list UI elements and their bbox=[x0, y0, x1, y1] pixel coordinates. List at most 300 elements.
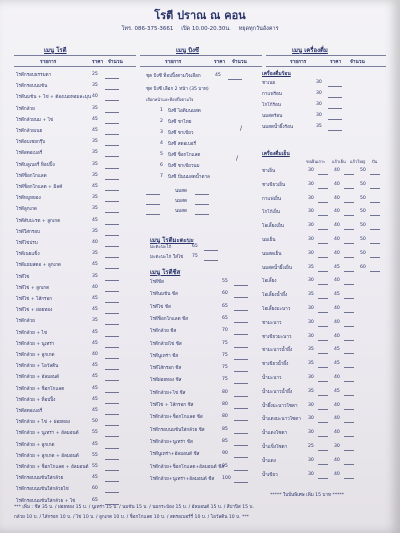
cheese-qty-blank[interactable] bbox=[234, 347, 248, 348]
cold-drink-qty-blank[interactable] bbox=[344, 298, 354, 299]
roti-qty-blank[interactable] bbox=[105, 425, 119, 426]
cold-drink-name: ชามะนาว bbox=[262, 320, 282, 326]
roti-qty-blank[interactable] bbox=[105, 89, 119, 90]
col2-header-item: รายการ bbox=[165, 60, 182, 65]
roti-qty-blank[interactable] bbox=[105, 78, 119, 79]
cheese-item-price: 75 bbox=[222, 377, 228, 383]
cheese-item-name: โรตีกล้วย+นูเทร่า ชีส bbox=[150, 439, 193, 445]
cheese-qty-blank[interactable] bbox=[234, 396, 248, 397]
roti-item-name: โรตีกล้วย + ช็อกโกแลต bbox=[16, 386, 65, 392]
roti-qty-blank[interactable] bbox=[105, 134, 119, 135]
hot-drink-qty-blank[interactable] bbox=[328, 119, 342, 120]
bingsu-intro-price: 45 bbox=[215, 73, 221, 78]
bingsu-qty-blank[interactable] bbox=[195, 214, 209, 215]
cold-drink-price: 30 bbox=[308, 250, 314, 256]
roti-item-name: โรตีกรอบนมข้นใส่กล้วยไข่ bbox=[16, 487, 69, 493]
roti-qty-blank[interactable] bbox=[105, 414, 119, 415]
cold-drink-qty-blank[interactable] bbox=[370, 271, 380, 272]
cold-drink-price: 40 bbox=[334, 471, 340, 477]
bingsu-misc-label: นมสด bbox=[175, 199, 187, 204]
cheese-qty-blank[interactable] bbox=[234, 371, 248, 372]
cold-drink-price: 30 bbox=[308, 457, 314, 463]
handwritten-mark: / bbox=[236, 155, 239, 162]
hot-drink-qty-blank[interactable] bbox=[328, 130, 342, 131]
roti-qty-blank[interactable] bbox=[105, 257, 119, 258]
cold-drink-price: 30 bbox=[308, 181, 314, 187]
cheese-qty-blank[interactable] bbox=[234, 482, 248, 483]
roti-item-price: 40 bbox=[92, 240, 98, 245]
roti-item-price: 45 bbox=[92, 307, 98, 313]
cheese-qty-blank[interactable] bbox=[234, 433, 248, 434]
cold-drink-qty-blank[interactable] bbox=[318, 436, 328, 437]
cold-drink-qty-blank[interactable] bbox=[344, 340, 354, 341]
hot-drink-name: นมสดน้ำผึ้งร้อน bbox=[262, 125, 293, 130]
roti-qty-blank[interactable] bbox=[105, 459, 119, 460]
cheese-section-title: เมนู โรตีชีส bbox=[150, 269, 181, 276]
roti-item-price: 35 bbox=[92, 105, 98, 111]
cheese-item-name: โรตีชีส bbox=[150, 280, 164, 285]
cheese-item-name: โรตีไข่ + ไส้กรอก ชีส bbox=[150, 403, 194, 408]
bingsu-flavor-name: บิงซึ ชาเขียวนม bbox=[168, 164, 200, 169]
cold-drink-price: 45 bbox=[334, 264, 340, 270]
cheese-item-price: 60 bbox=[222, 291, 228, 297]
hot-drink-qty-blank[interactable] bbox=[328, 86, 342, 87]
roti-qty-blank[interactable] bbox=[105, 179, 119, 180]
hot-drink-price: 35 bbox=[316, 124, 322, 129]
mataba-qty-blank[interactable] bbox=[204, 250, 218, 251]
cold-drink-qty-blank[interactable] bbox=[344, 450, 354, 451]
roti-item-name: โรตีช็อกโกแลต + มิลค์ bbox=[16, 185, 63, 190]
roti-item-name: โรตีกล้วย bbox=[16, 319, 35, 325]
bingsu-flavor-number: 2 bbox=[160, 119, 163, 124]
roti-item-name: โรตีกล้วย + ลูกเกด bbox=[16, 353, 55, 358]
cold-drink-price: 30 bbox=[308, 333, 314, 339]
cold-drink-price: 30 bbox=[308, 402, 314, 408]
cold-drink-qty-blank[interactable] bbox=[318, 284, 328, 285]
cold-drink-price: 30 bbox=[308, 471, 314, 477]
cheese-qty-blank[interactable] bbox=[234, 285, 248, 286]
roti-qty-blank[interactable] bbox=[105, 268, 119, 269]
cold-drink-qty-blank[interactable] bbox=[318, 298, 328, 299]
cold-drink-price: 40 bbox=[334, 237, 340, 242]
cold-drink-price: 30 bbox=[308, 416, 314, 422]
roti-item-name: โรตีกรอบนมข้นใส่กล้วย bbox=[16, 476, 64, 482]
cold-drink-qty-blank[interactable] bbox=[344, 395, 354, 396]
roti-item-price: 35 bbox=[92, 206, 98, 212]
cold-drink-name: นมเย็น bbox=[262, 238, 276, 243]
roti-item-price: 45 bbox=[92, 475, 98, 481]
bingsu-qty-blank[interactable] bbox=[146, 194, 160, 195]
cheese-item-name: โรตีช็อกโกแลต ชีส bbox=[150, 316, 188, 322]
cold-drink-qty-blank[interactable] bbox=[318, 340, 328, 341]
cold-drink-qty-blank[interactable] bbox=[344, 367, 354, 368]
cold-drink-name: น้ำแดงมะนาวโซดา bbox=[262, 417, 301, 423]
cheese-qty-blank[interactable] bbox=[234, 322, 248, 323]
cheese-item-name: โรตีนูเทร่า+อัลมอนด์ ชีส bbox=[150, 452, 200, 458]
cold-drink-qty-blank[interactable] bbox=[344, 478, 354, 479]
cold-drink-qty-blank[interactable] bbox=[318, 312, 328, 313]
roti-item-price: 45 bbox=[92, 296, 98, 301]
cold-drink-price: 40 bbox=[334, 181, 340, 187]
cheese-item-price: 85 bbox=[222, 426, 228, 432]
cold-drink-qty-blank[interactable] bbox=[370, 215, 380, 216]
roti-qty-blank[interactable] bbox=[105, 168, 119, 169]
bingsu-flavor-name: บิงซึ ช็อกโกแลต bbox=[168, 153, 201, 158]
cold-drink-price: 30 bbox=[308, 306, 314, 311]
cheese-qty-blank[interactable] bbox=[234, 420, 248, 421]
cold-drink-qty-blank[interactable] bbox=[318, 464, 328, 465]
cold-header-4: ปั่น bbox=[372, 159, 378, 164]
bingsu-flavor-name: บิงซึ ชาไทย bbox=[168, 120, 192, 125]
cold-drink-qty-blank[interactable] bbox=[318, 422, 328, 423]
roti-qty-blank[interactable] bbox=[105, 246, 119, 247]
cheese-item-price: 75 bbox=[222, 340, 228, 346]
cold-drink-price: 40 bbox=[334, 333, 340, 339]
cheese-qty-blank[interactable] bbox=[234, 445, 248, 446]
mataba-item-name: มะตะบะไก่ ใส่ไข่ bbox=[150, 255, 184, 260]
cheese-item-name: โรตีฝอยทอง ชีส bbox=[150, 378, 182, 384]
roti-qty-blank[interactable] bbox=[105, 156, 119, 157]
roti-item-name: โรตีสับปะรด + ลูกเกด bbox=[16, 218, 61, 224]
cold-drink-qty-blank[interactable] bbox=[318, 257, 328, 258]
cold-drink-qty-blank[interactable] bbox=[344, 257, 354, 258]
roti-qty-blank[interactable] bbox=[105, 291, 119, 292]
cold-drink-price: 30 bbox=[334, 444, 340, 449]
cold-drink-qty-blank[interactable] bbox=[318, 409, 328, 410]
cheese-item-price: 80 bbox=[222, 389, 228, 395]
cheese-item-price: 65 bbox=[222, 315, 228, 321]
cold-drink-qty-blank[interactable] bbox=[318, 353, 328, 354]
bingsu-flavor-name: บิงซึ ไอติมนมสด bbox=[168, 109, 201, 114]
cheese-qty-blank[interactable] bbox=[234, 297, 248, 298]
roti-qty-blank[interactable] bbox=[105, 100, 119, 101]
roti-item-name: โรตีสตอเบอรี่ bbox=[16, 151, 43, 157]
roti-item-name: โรตีกล้วย + นูเทร่า bbox=[16, 341, 55, 347]
col1-header-item: รายการ bbox=[40, 60, 57, 65]
cold-drink-qty-blank[interactable] bbox=[318, 450, 328, 451]
roti-item-price: 35 bbox=[92, 161, 98, 167]
cold-drink-price: 30 bbox=[308, 195, 314, 201]
cheese-qty-blank[interactable] bbox=[234, 470, 248, 471]
cold-drink-qty-blank[interactable] bbox=[344, 353, 354, 354]
roti-item-price: 35 bbox=[92, 150, 98, 156]
cheese-item-name: โรตีกล้วย+นูเทร่า+อัลมอนด์ ชีส bbox=[150, 476, 215, 482]
roti-qty-blank[interactable] bbox=[105, 392, 119, 393]
cold-drink-price: 30 bbox=[308, 430, 314, 436]
cold-drink-qty-blank[interactable] bbox=[344, 202, 354, 203]
cheese-item-price: 85 bbox=[222, 438, 228, 444]
hot-drink-qty-blank[interactable] bbox=[328, 97, 342, 98]
roti-qty-blank[interactable] bbox=[105, 504, 119, 505]
mataba-item-price: 65 bbox=[192, 244, 198, 249]
roti-section-title: เมนู โรตี bbox=[44, 47, 67, 54]
bingsu-qty-blank[interactable] bbox=[146, 214, 160, 215]
roti-item-name: โรตีไข่ bbox=[16, 274, 30, 280]
bingsu-section-title: เมนู บิงซึ bbox=[176, 47, 200, 54]
roti-qty-blank[interactable] bbox=[105, 347, 119, 348]
cheese-item-name: โรตีกล้วยไข่ ชีส bbox=[150, 341, 182, 347]
hot-drink-name: นมสดร้อน bbox=[262, 114, 283, 119]
cold-drink-qty-blank[interactable] bbox=[370, 202, 380, 203]
col1-header-qty: จำนวน bbox=[108, 60, 123, 65]
mataba-item-price: 75 bbox=[192, 254, 198, 259]
cold-drink-qty-blank[interactable] bbox=[318, 243, 328, 244]
cold-drink-name: น้ำผึ้งมะนาวโซดา bbox=[262, 403, 298, 409]
roti-item-name: โรตีสตอเบอรี่ bbox=[16, 409, 43, 414]
bingsu-flavor-number: 5 bbox=[160, 152, 163, 157]
cold-drink-qty-blank[interactable] bbox=[370, 188, 380, 189]
roti-qty-blank[interactable] bbox=[105, 369, 119, 370]
cold-drink-qty-blank[interactable] bbox=[318, 229, 328, 230]
roti-item-price: 50 bbox=[92, 419, 98, 425]
cold-drink-price: 50 bbox=[360, 168, 366, 173]
hot-drink-name: กาแฟร้อน bbox=[262, 92, 282, 97]
bingsu-flavor-number: 1 bbox=[160, 108, 163, 113]
cheese-item-price: 95 bbox=[222, 463, 228, 469]
roti-item-price: 40 bbox=[92, 352, 98, 357]
cold-drink-qty-blank[interactable] bbox=[370, 229, 380, 230]
cold-drink-price: 30 bbox=[308, 168, 314, 173]
cold-drink-qty-blank[interactable] bbox=[344, 464, 354, 465]
cold-drink-price: 50 bbox=[360, 237, 366, 242]
cheese-item-name: โรตีไข่ ชีส bbox=[150, 304, 171, 310]
roti-item-name: โรตีกล้วย + ลูกเกด bbox=[16, 442, 55, 448]
cold-drink-price: 30 bbox=[308, 319, 314, 325]
roti-qty-blank[interactable] bbox=[105, 280, 119, 281]
cold-drink-name: น้ำเขียว bbox=[262, 472, 278, 478]
cold-drink-name: โอเลี้ยง bbox=[262, 279, 277, 285]
cold-drink-price: 40 bbox=[334, 223, 340, 229]
roti-qty-blank[interactable] bbox=[105, 145, 119, 146]
cold-drink-qty-blank[interactable] bbox=[318, 381, 328, 382]
hot-drink-price: 30 bbox=[316, 91, 322, 96]
hot-drink-price: 30 bbox=[316, 102, 322, 107]
bingsu-set-line: ชุด บิงซึ เลือก 2 หน้า (35 บาท) bbox=[146, 87, 209, 92]
roti-item-price: 35 bbox=[92, 83, 98, 89]
divider bbox=[14, 66, 136, 67]
cold-drink-qty-blank[interactable] bbox=[344, 381, 354, 382]
cold-drink-name: โอเลี้ยงเย็น bbox=[262, 224, 284, 230]
cold-drink-qty-blank[interactable] bbox=[318, 395, 328, 396]
cold-drink-qty-blank[interactable] bbox=[318, 326, 328, 327]
bingsu-flavor-name: บิงซึ ปั่นนมสดน้ำตาล bbox=[168, 175, 210, 180]
cold-drink-price: 40 bbox=[334, 278, 340, 284]
bingsu-qty-blank[interactable] bbox=[195, 204, 209, 205]
cheese-qty-blank[interactable] bbox=[234, 383, 248, 384]
cheese-item-price: 75 bbox=[222, 365, 228, 371]
cold-header-1: ชงเย็นเกาะ bbox=[306, 159, 326, 164]
roti-item-price: 25 bbox=[92, 72, 98, 77]
qty-blank[interactable] bbox=[228, 79, 242, 80]
roti-item-price: 45 bbox=[92, 396, 98, 402]
roti-item-name: โรตีไข่ + ลูกเกด bbox=[16, 285, 50, 291]
cold-drink-price: 50 bbox=[360, 223, 366, 229]
roti-item-price: 45 bbox=[92, 374, 98, 380]
cheese-qty-blank[interactable] bbox=[234, 408, 248, 409]
cold-drink-name: นมสดน้ำผึ้งเย็น bbox=[262, 265, 293, 271]
roti-item-price: 35 bbox=[92, 172, 98, 178]
cold-drink-qty-blank[interactable] bbox=[344, 409, 354, 410]
cold-drink-price: 40 bbox=[334, 195, 340, 201]
roti-qty-blank[interactable] bbox=[105, 481, 119, 482]
cold-drink-qty-blank[interactable] bbox=[344, 326, 354, 327]
roti-qty-blank[interactable] bbox=[105, 448, 119, 449]
cold-drink-qty-blank[interactable] bbox=[344, 284, 354, 285]
roti-item-name: โรตีกล้วย + ลูกเกด + อัลมอนด์ bbox=[16, 453, 79, 459]
cold-drink-price: 40 bbox=[334, 375, 340, 380]
roti-item-price: 65 bbox=[92, 497, 98, 503]
cold-drink-price: 40 bbox=[334, 168, 340, 173]
roti-item-name: โรตีช็อกโกแลต bbox=[16, 173, 47, 179]
cold-drink-qty-blank[interactable] bbox=[344, 215, 354, 216]
divider bbox=[14, 55, 136, 56]
roti-item-price: 45 bbox=[92, 116, 98, 122]
roti-item-price: 45 bbox=[92, 128, 98, 133]
cold-drink-qty-blank[interactable] bbox=[318, 367, 328, 368]
cold-drink-price: 45 bbox=[334, 347, 340, 353]
cold-drink-qty-blank[interactable] bbox=[344, 174, 354, 175]
roti-item-price: 55 bbox=[92, 452, 98, 458]
roti-qty-blank[interactable] bbox=[105, 235, 119, 236]
opening-hours: เปิด 10.00-20.30น. bbox=[181, 26, 231, 32]
cheese-item-name: โรตีนมข้น ชีส bbox=[150, 292, 178, 298]
roti-qty-blank[interactable] bbox=[105, 313, 119, 314]
cold-drink-price: 50 bbox=[360, 181, 366, 187]
cold-drink-qty-blank[interactable] bbox=[370, 243, 380, 244]
cold-drink-qty-blank[interactable] bbox=[344, 188, 354, 189]
addons-line-1: *** เพิ่ม : ชีส 35 บ. / ฝอยทอง 15 บ. / นูเทร่า 15 บ. / นมข้น 15 บ. / นมกระป๋อง 15 บ. / อัลมอนด์ 15 บ. / สีปาปิส 15 บ. bbox=[14, 505, 254, 510]
cold-drink-price: 30 bbox=[308, 375, 314, 380]
divider bbox=[140, 55, 262, 56]
cold-drink-name: น้ำแดง bbox=[262, 458, 276, 464]
cold-drink-qty-blank[interactable] bbox=[318, 271, 328, 272]
footer-addons bbox=[14, 503, 386, 523]
hot-drink-name: ชาเนย bbox=[262, 81, 276, 86]
roti-qty-blank[interactable] bbox=[105, 358, 119, 359]
cold-drink-name: น้ำมะนาวน้ำผึ้ง bbox=[262, 389, 293, 395]
cheese-qty-blank[interactable] bbox=[234, 334, 248, 335]
hot-drink-qty-blank[interactable] bbox=[328, 108, 342, 109]
col3-header-price: ราคา bbox=[330, 60, 342, 65]
drinks-section-title: เมนู เครื่องดื่ม bbox=[292, 47, 328, 54]
cold-drink-qty-blank[interactable] bbox=[344, 422, 354, 423]
roti-item-price: 45 bbox=[92, 184, 98, 189]
roti-item-name: โรตีไข่ + ไส้กรอก bbox=[16, 297, 53, 302]
cold-drink-price: 30 bbox=[308, 278, 314, 284]
roti-qty-blank[interactable] bbox=[105, 123, 119, 124]
cheese-item-name: โรตีกล้วย+ไข่ ชีส bbox=[150, 390, 186, 396]
roti-qty-blank[interactable] bbox=[105, 324, 119, 325]
cold-drink-price: 35 bbox=[308, 292, 314, 298]
bingsu-flavor-name: บิงซึ ชาเขียว bbox=[168, 131, 194, 136]
cheese-qty-blank[interactable] bbox=[234, 359, 248, 360]
cold-drink-name: โอเลี้ยงมะนาว bbox=[262, 307, 291, 312]
cold-drink-qty-blank[interactable] bbox=[318, 478, 328, 479]
roti-item-name: โรตีไข่ + ฝอยทอง bbox=[16, 308, 53, 314]
cold-drink-qty-blank[interactable] bbox=[370, 257, 380, 258]
roti-item-price: 35 bbox=[92, 195, 98, 201]
roti-item-name: โรตีกล้วย + นูเทร่า + อัลมอนด์ bbox=[16, 431, 79, 437]
phone-number: โทร. 086-375-3661 bbox=[121, 26, 174, 32]
cheese-qty-blank[interactable] bbox=[234, 310, 248, 311]
cold-drink-price: 40 bbox=[334, 209, 340, 215]
divider bbox=[266, 55, 386, 56]
cold-drink-price: 50 bbox=[360, 250, 366, 256]
cheese-item-name: โรตีกรอบนมข้นใส่กล้วย ชีส bbox=[150, 427, 205, 433]
roti-qty-blank[interactable] bbox=[105, 436, 119, 437]
cold-drink-price: 45 bbox=[334, 361, 340, 367]
cold-drink-name: ชาเขียวน้ำผึ้ง bbox=[262, 362, 289, 368]
cold-drink-price: 40 bbox=[334, 457, 340, 463]
cold-drink-qty-blank[interactable] bbox=[318, 174, 328, 175]
cold-drink-qty-blank[interactable] bbox=[318, 188, 328, 189]
mataba-section-title: เมนู โรตีมะตะบะ bbox=[150, 237, 194, 244]
cold-drink-qty-blank[interactable] bbox=[344, 436, 354, 437]
roti-item-name: โรตีกล้วยเนย bbox=[16, 129, 43, 134]
bingsu-qty-blank[interactable] bbox=[146, 204, 160, 205]
roti-qty-blank[interactable] bbox=[105, 403, 119, 404]
bingsu-flavor-number: 4 bbox=[160, 141, 163, 146]
roti-qty-blank[interactable] bbox=[105, 336, 119, 337]
roti-item-name: โรตีเนยแข็ง bbox=[16, 252, 40, 258]
shop-title: โรตี ปราณ ณ คอน bbox=[154, 9, 246, 22]
cold-drink-name: น้ำมะนาว bbox=[262, 376, 282, 381]
cheese-item-price: 90 bbox=[222, 451, 228, 457]
cold-drink-price: 45 bbox=[334, 388, 340, 394]
bingsu-qty-blank[interactable] bbox=[195, 194, 209, 195]
roti-qty-blank[interactable] bbox=[105, 212, 119, 213]
cold-drink-price: 50 bbox=[360, 209, 366, 215]
cold-drink-qty-blank[interactable] bbox=[318, 215, 328, 216]
divider bbox=[266, 66, 386, 67]
mataba-item-name: มะตะบะไก่ bbox=[150, 245, 172, 250]
cold-drink-name: ชาเขียวมะนาว bbox=[262, 334, 292, 340]
roti-item-price: 35 bbox=[92, 228, 98, 234]
roti-item-price: 35 bbox=[92, 318, 98, 324]
handwritten-mark: / bbox=[240, 125, 243, 132]
roti-qty-blank[interactable] bbox=[105, 201, 119, 202]
cold-drink-qty-blank[interactable] bbox=[318, 202, 328, 203]
roti-qty-blank[interactable] bbox=[105, 470, 119, 471]
cold-drink-qty-blank[interactable] bbox=[344, 271, 354, 272]
cold-header-2: แก้วเย็น bbox=[332, 159, 346, 164]
roti-qty-blank[interactable] bbox=[105, 492, 119, 493]
cheese-qty-blank[interactable] bbox=[234, 457, 248, 458]
roti-qty-blank[interactable] bbox=[105, 380, 119, 381]
roti-item-price: 55 bbox=[92, 430, 98, 436]
roti-item-name: โรตีกล้วย + โอวัลติน bbox=[16, 364, 59, 370]
blend-note: ***** ใบปั่นพิเศษ เพิ่ม 15 บาท ***** bbox=[270, 493, 345, 498]
roti-qty-blank[interactable] bbox=[105, 224, 119, 225]
roti-item-name: โรตีกล้วยนม + ไข่ bbox=[16, 117, 54, 123]
roti-qty-blank[interactable] bbox=[105, 190, 119, 191]
col1-header-price: ราคา bbox=[92, 60, 104, 65]
cold-drink-price: 50 bbox=[360, 195, 366, 201]
cold-drink-qty-blank[interactable] bbox=[344, 229, 354, 230]
cheese-item-price: 75 bbox=[222, 352, 228, 358]
roti-qty-blank[interactable] bbox=[105, 112, 119, 113]
bingsu-intro: ชุด บิงซึ ท็อปปิ้งตามใจเลือก bbox=[146, 74, 201, 79]
cold-drink-price: 40 bbox=[334, 306, 340, 311]
cold-drink-qty-blank[interactable] bbox=[370, 174, 380, 175]
mataba-qty-blank[interactable] bbox=[204, 260, 218, 261]
roti-item-name: โรตีบลูเบอรี่ ท็อปปิ้ง bbox=[16, 162, 55, 168]
roti-qty-blank[interactable] bbox=[105, 302, 119, 303]
cold-drink-qty-blank[interactable] bbox=[344, 312, 354, 313]
cold-drink-qty-blank[interactable] bbox=[344, 243, 354, 244]
roti-item-name: โรตีกล้วย + ไข่ bbox=[16, 330, 48, 336]
roti-item-price: 40 bbox=[92, 94, 98, 100]
